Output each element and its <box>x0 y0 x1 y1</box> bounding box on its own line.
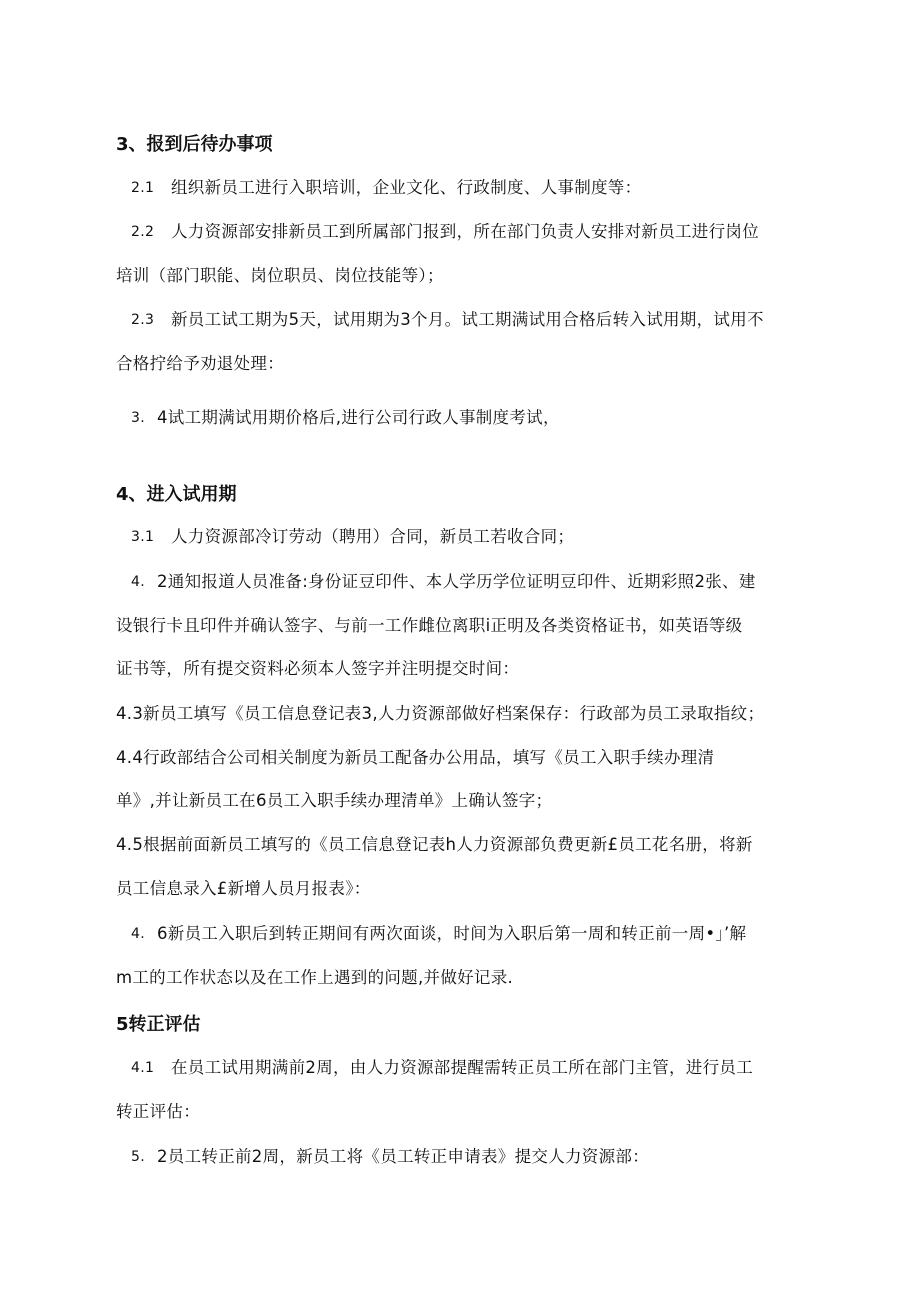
item-3-1 <box>131 523 574 547</box>
item-4-2-continuation-1: 设银行卡且印件并确认签字、与前一工作雌位离职i正明及各类资格证书，如英语等级 <box>116 616 743 635</box>
item-2-1 <box>131 174 641 198</box>
item-4-3: 4.3新员工填写《员工信息登记表3,人力资源部做好档案保存：行政部为员工录取指纹； <box>116 704 765 723</box>
item-4-1-continuation: 转正评估： <box>116 1102 200 1121</box>
item-text: 新员工试工期为5天，试用期为3个月。试工期满试用合格后转入试用期，试用不 <box>171 310 764 329</box>
item-2-3 <box>131 306 764 330</box>
item-text: 6新员工入职后到转正期间有两次面谈，时间为入职后第一周和转正前一周•」’解 <box>157 924 747 943</box>
item-2-2 <box>131 218 759 242</box>
item-number: 5. <box>131 1149 145 1165</box>
item-4-5-continuation: 员工信息录入£新增人员月报表》： <box>116 879 371 898</box>
item-2-2-continuation: 培训（部门职能、岗位职员、岗位技能等）； <box>116 266 444 285</box>
item-4-4: 4.4行政部结合公司相关制度为新员工配备办公用品，填写《员工入职手续办理清 <box>116 748 715 767</box>
item-3-4 <box>131 404 560 428</box>
item-number: 4.1 <box>131 1060 155 1076</box>
item-4-2 <box>131 568 756 592</box>
item-number: 2.1 <box>131 180 155 196</box>
item-text: 4试工期满试用期价格后,进行公司行政人事制度考试， <box>157 408 560 427</box>
item-4-4-continuation: 单》,并让新员工在6员工入职手续办理清单》上确认签字； <box>116 791 553 810</box>
item-4-5: 4.5根据前面新员工填写的《员工信息登记表h人力资源部负费更新£员工花名册，将新 <box>116 835 753 854</box>
item-number: 4. <box>131 926 145 942</box>
item-number: 2.3 <box>131 312 155 328</box>
item-number: 4. <box>131 574 145 590</box>
item-4-6 <box>131 920 746 944</box>
item-number: 2.2 <box>131 224 155 240</box>
item-2-3-continuation: 合格拧给予劝退处理： <box>116 354 284 373</box>
item-text: 组织新员工进行入职培训，企业文化、行政制度、人事制度等： <box>171 178 642 197</box>
item-4-2-continuation-2: 证书等，所有提交资料必须本人签字并注明提交时间： <box>116 659 520 678</box>
item-5-2 <box>131 1143 649 1167</box>
item-4-1 <box>131 1054 753 1078</box>
item-text: 在员工试用期满前2周，由人力资源部提醒需转正员工所在部门主管，进行员工 <box>171 1058 753 1077</box>
item-text: 2员工转正前2周，新员工将《员工转正申请表》提交人力资源部： <box>157 1147 649 1166</box>
item-number: 3.1 <box>131 529 155 545</box>
item-text: 2通知报道人员准备:身份证豆印件、本人学历学位证明豆印件、近期彩照2张、建 <box>157 572 756 591</box>
section-3-heading: 3、报到后待办事项 <box>116 134 273 155</box>
item-text: 人力资源部冷订劳动（聘用）合同，新员工若收合同； <box>171 527 575 546</box>
section-5-heading: 5转正评估 <box>116 1014 201 1035</box>
item-4-6-continuation: m工的工作状态以及在工作上遇到的问题,并做好记录. <box>116 968 514 987</box>
item-text: 人力资源部安排新员工到所属部门报到，所在部门负责人安排对新员工进行岗位 <box>171 222 759 241</box>
item-number: 3. <box>131 410 145 426</box>
section-4-heading: 4、进入试用期 <box>116 484 237 505</box>
